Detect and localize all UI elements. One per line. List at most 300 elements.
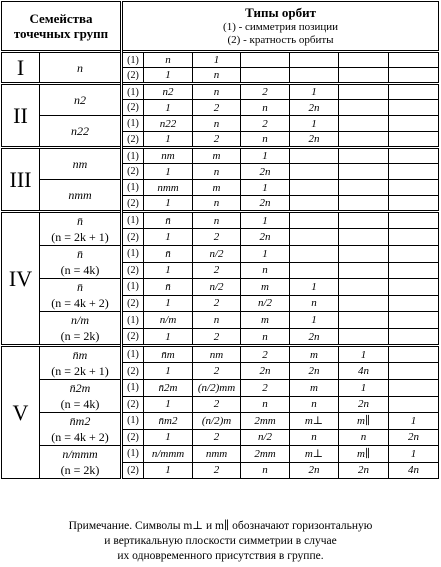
family-roman-numeral: II (2, 84, 40, 148)
orbit-value: nm (209, 348, 224, 361)
orbit-value: n (311, 431, 317, 444)
family-roman-numeral: IV (2, 212, 40, 346)
families-header-line1: Семейства (29, 11, 93, 26)
orbit-cell (339, 279, 389, 296)
orbit-value: n (311, 398, 317, 411)
orbit-value: 2n (308, 464, 320, 477)
orbit-cell (193, 212, 241, 229)
row-index: (1) (122, 446, 144, 463)
orbit-value: n (262, 133, 268, 145)
table-row (2, 52, 439, 68)
orbit-cell (290, 132, 339, 148)
orbit-value: n/2 (209, 247, 224, 260)
family-roman-numeral: V (2, 346, 40, 479)
footnote-line-1: Примечание. Символы m⊥ и m∥ обозначают горизонтальную (68, 520, 373, 532)
orbit-value: m∥ (357, 415, 371, 428)
orbit-cell (339, 462, 389, 479)
orbit-cell (339, 446, 389, 463)
orbit-cell (144, 429, 193, 446)
orbit-cell (193, 180, 241, 196)
orbit-value: nmm (205, 447, 228, 460)
orbit-cell (241, 329, 290, 346)
orbit-value: 2 (213, 464, 220, 477)
row-index: (2) (122, 100, 144, 116)
orbit-cell (339, 180, 389, 196)
orbit-cell (241, 100, 290, 116)
orbit-cell (339, 116, 389, 132)
orbit-value: 4n (408, 464, 420, 477)
row-index: (1) (122, 413, 144, 430)
orbit-value: 1 (165, 197, 171, 209)
orbit-cell (290, 363, 339, 380)
table-row (2, 413, 439, 430)
orbit-cell (193, 329, 241, 346)
row-index: (2) (122, 295, 144, 312)
orbit-cell (193, 413, 241, 430)
row-index: (1) (122, 148, 144, 164)
point-group-orbits-table (1, 1, 439, 479)
orbit-value: 2n (259, 365, 271, 377)
orbit-cell (193, 429, 241, 446)
table-row (2, 84, 439, 100)
orbit-cell (241, 164, 290, 180)
orbit-cell (389, 380, 439, 397)
orbit-cell (290, 380, 339, 397)
orbit-value: nmm (157, 181, 179, 194)
subfamily-symbol: n/m (71, 313, 89, 327)
subfamily-symbol: n̄ (77, 280, 83, 294)
orbit-cell (389, 312, 439, 329)
orbit-value: 1 (262, 214, 268, 227)
family-roman-numeral: I (2, 52, 40, 84)
orbit-cell (144, 132, 193, 148)
orbit-cell (144, 180, 193, 196)
orbit-cell (389, 116, 439, 132)
row-index: (1) (122, 279, 144, 296)
orbit-value: 1 (213, 54, 220, 66)
subfamily-condition: (n = 2k + 1) (51, 364, 109, 378)
orbit-cell (193, 229, 241, 246)
orbit-cell (241, 363, 290, 380)
subfamily-label (40, 180, 122, 212)
orbit-value: n/mmm (151, 447, 185, 460)
orbit-cell (193, 312, 241, 329)
orbit-cell (144, 262, 193, 279)
orbit-cell (389, 396, 439, 413)
orbit-value: 2 (262, 348, 268, 361)
orbit-cell (290, 116, 339, 132)
orbit-cell (241, 212, 290, 229)
orbit-value: 1 (165, 165, 171, 178)
orbit-cell (144, 346, 193, 363)
table-row (2, 446, 439, 463)
orbit-value: 1 (165, 398, 171, 411)
subfamily-label (40, 116, 122, 148)
orbit-cell (339, 52, 389, 68)
footnote (0, 519, 441, 564)
table-row (2, 380, 439, 397)
footnote-line-2: и вертикальную плоскости симметрии в случае (104, 535, 337, 547)
row-index: (2) (122, 396, 144, 413)
orbit-cell (389, 329, 439, 346)
orbit-cell (144, 396, 193, 413)
subfamily-condition: (n = 2k) (60, 329, 100, 343)
orbit-value: n (213, 165, 220, 178)
orbit-cell (290, 462, 339, 479)
subfamily-condition: (n = 2k + 1) (51, 230, 109, 244)
orbit-value: 1 (311, 280, 317, 293)
orbit-cell (339, 148, 389, 164)
orbit-value: 1 (311, 117, 317, 130)
row-index: (1) (122, 212, 144, 229)
orbit-cell (389, 52, 439, 68)
orbit-value: 1 (360, 348, 367, 361)
orbits-header (122, 2, 439, 52)
orbit-cell (290, 262, 339, 279)
orbit-cell (241, 413, 290, 430)
orbit-cell (193, 84, 241, 100)
table-row (2, 312, 439, 329)
orbit-cell (241, 380, 290, 397)
orbit-cell (241, 279, 290, 296)
table-row (2, 246, 439, 263)
orbit-cell (389, 100, 439, 116)
orbit-value: 2 (262, 117, 268, 130)
orbit-value: n22 (159, 117, 177, 130)
row-index: (1) (122, 52, 144, 68)
orbit-value: 2 (213, 431, 220, 444)
orbit-cell (290, 329, 339, 346)
orbit-cell (241, 346, 290, 363)
row-index: (2) (122, 132, 144, 148)
subfamily-symbol: n/mmm (62, 447, 98, 461)
subfamily-label (40, 84, 122, 116)
subfamily-symbol: nm (72, 157, 88, 171)
row-index: (2) (122, 229, 144, 246)
orbit-cell (144, 246, 193, 263)
orbit-value: 2n (259, 165, 271, 178)
orbit-cell (144, 279, 193, 296)
orbit-cell (193, 116, 241, 132)
orbit-cell (290, 413, 339, 430)
orbit-value: n/2 (209, 280, 224, 293)
orbit-cell (290, 429, 339, 446)
orbit-value: 2n (308, 133, 320, 145)
orbit-value: n2 (162, 86, 174, 98)
orbit-cell (339, 346, 389, 363)
orbit-cell (290, 446, 339, 463)
orbit-cell (389, 346, 439, 363)
orbit-value: m (261, 314, 269, 326)
row-index: (2) (122, 68, 144, 84)
orbit-cell (339, 262, 389, 279)
row-index: (2) (122, 329, 144, 346)
orbit-cell (193, 262, 241, 279)
orbit-cell (339, 229, 389, 246)
orbit-value: 2n (308, 365, 320, 377)
orbit-cell (339, 212, 389, 229)
orbit-cell (290, 295, 339, 312)
orbit-value: 1 (262, 150, 268, 162)
orbit-cell (193, 148, 241, 164)
orbit-value: 1 (165, 133, 171, 145)
orbit-value: n (262, 264, 268, 277)
row-index: (2) (122, 196, 144, 212)
orbit-value: 1 (262, 247, 268, 260)
orbit-value: 2mm (254, 414, 276, 427)
subfamily-label (40, 380, 122, 413)
orbit-value: n (262, 464, 268, 477)
orbit-value: (n/2)m (201, 414, 232, 427)
orbit-cell (193, 196, 241, 212)
orbit-cell (241, 396, 290, 413)
orbit-value: 2 (262, 86, 268, 98)
orbit-cell (339, 84, 389, 100)
orbit-cell (339, 196, 389, 212)
orbit-cell (290, 148, 339, 164)
orbit-cell (144, 100, 193, 116)
orbit-cell (389, 295, 439, 312)
orbit-value: n̄2m (158, 381, 178, 394)
orbit-cell (241, 262, 290, 279)
orbit-cell (290, 279, 339, 296)
orbit-cell (193, 363, 241, 380)
orbit-value: 2n (308, 330, 320, 343)
families-header (2, 2, 122, 52)
orbit-cell (339, 413, 389, 430)
orbit-value: n (311, 297, 317, 310)
row-index: (1) (122, 246, 144, 263)
orbit-cell (389, 132, 439, 148)
orbit-cell (290, 68, 339, 84)
orbit-value: n (262, 398, 268, 411)
orbit-value: 1 (165, 101, 171, 114)
orbit-cell (290, 312, 339, 329)
orbit-value: nm (161, 150, 175, 162)
row-index: (1) (122, 380, 144, 397)
orbit-value: 1 (262, 181, 268, 194)
orbit-value: m∥ (357, 448, 371, 461)
orbit-value: 2 (262, 381, 268, 394)
orbit-cell (339, 429, 389, 446)
subfamily-condition: (n = 2k) (60, 463, 100, 477)
orbit-cell (144, 462, 193, 479)
orbit-cell (241, 132, 290, 148)
orbit-cell (389, 229, 439, 246)
orbit-value: 2 (213, 398, 220, 411)
orbit-value: n/2 (257, 431, 273, 444)
orbit-cell (389, 212, 439, 229)
orbit-value: 2n (308, 101, 320, 114)
orbit-value: 1 (165, 330, 171, 343)
row-index: (1) (122, 346, 144, 363)
orbit-cell (389, 148, 439, 164)
orbit-value: 2n (408, 431, 420, 444)
subfamily-symbol: n2 (74, 93, 86, 107)
subfamily-condition: (n = 4k + 2) (51, 430, 109, 444)
orbit-cell (339, 329, 389, 346)
orbit-value: 1 (311, 86, 317, 98)
orbit-value: n (213, 214, 220, 227)
orbit-value: 2 (213, 101, 220, 114)
orbit-cell (144, 295, 193, 312)
orbit-cell (241, 462, 290, 479)
orbit-value: n (213, 117, 220, 130)
orbit-cell (144, 446, 193, 463)
orbit-cell (193, 100, 241, 116)
orbit-cell (241, 52, 290, 68)
subfamily-condition: (n = 4k) (60, 397, 100, 411)
subfamily-label (40, 212, 122, 246)
orbit-cell (241, 429, 290, 446)
subfamily-symbol: n̄m (72, 348, 88, 362)
row-index: (2) (122, 262, 144, 279)
orbit-cell (290, 180, 339, 196)
orbit-cell (241, 180, 290, 196)
orbit-cell (339, 312, 389, 329)
orbit-value: n̄ (165, 214, 171, 227)
orbit-cell (144, 212, 193, 229)
table-row (2, 346, 439, 363)
orbit-cell (193, 279, 241, 296)
orbit-value: m (212, 150, 221, 162)
orbit-cell (193, 446, 241, 463)
orbit-cell (241, 295, 290, 312)
orbit-cell (144, 312, 193, 329)
orbit-cell (241, 312, 290, 329)
families-header-line2: точечных групп (13, 26, 109, 41)
orbit-value: 1 (410, 447, 417, 460)
orbit-cell (144, 329, 193, 346)
orbit-value: m⊥ (304, 415, 324, 428)
subfamily-label (40, 52, 122, 84)
orbit-cell (193, 462, 241, 479)
orbit-cell (389, 196, 439, 212)
subfamily-symbol: n̄m2 (69, 414, 91, 428)
orbit-value: n̄ (165, 247, 171, 260)
orbit-cell (193, 246, 241, 263)
orbit-value: m (310, 381, 318, 394)
orbit-value: 2n (358, 398, 370, 411)
orbit-cell (339, 246, 389, 263)
orbit-value: m⊥ (304, 448, 324, 461)
orbit-cell (241, 84, 290, 100)
orbit-cell (144, 164, 193, 180)
orbit-cell (241, 246, 290, 263)
orbit-cell (389, 429, 439, 446)
orbit-value: n (360, 431, 367, 444)
orbit-cell (144, 229, 193, 246)
orbit-value: 1 (311, 314, 317, 326)
orbit-value: 1 (165, 431, 171, 444)
subfamily-label (40, 346, 122, 380)
orbit-cell (290, 212, 339, 229)
orbit-value: 1 (165, 264, 171, 277)
orbit-value: 2 (213, 133, 220, 145)
orbit-cell (290, 229, 339, 246)
orbit-value: 2 (213, 297, 220, 310)
orbit-cell (290, 100, 339, 116)
subfamily-condition: (n = 4k + 2) (51, 296, 109, 310)
subfamily-label (40, 413, 122, 446)
orbit-cell (144, 68, 193, 84)
orbit-cell (389, 84, 439, 100)
orbit-value: 1 (410, 414, 417, 427)
orbit-value: n (213, 86, 220, 98)
orbit-cell (389, 262, 439, 279)
orbit-cell (193, 396, 241, 413)
orbit-value: 2n (259, 231, 271, 243)
orbit-cell (144, 148, 193, 164)
orbit-cell (193, 295, 241, 312)
orbit-value: n̄m (161, 348, 175, 361)
orbit-value: 2n (259, 197, 271, 209)
row-index: (1) (122, 180, 144, 196)
orbit-cell (144, 116, 193, 132)
orbit-value: 2mm (254, 447, 276, 460)
orbit-value: 2 (213, 330, 220, 343)
subfamily-symbol: n̄ (77, 247, 83, 261)
orbit-cell (339, 164, 389, 180)
orbit-value: m (261, 280, 269, 293)
orbits-title: Типы орбит (245, 4, 316, 20)
orbit-cell (290, 196, 339, 212)
orbit-value: 2 (213, 365, 220, 377)
orbit-cell (339, 132, 389, 148)
orbit-cell (389, 462, 439, 479)
orbit-value: n (213, 197, 220, 209)
orbit-value: 1 (165, 231, 171, 243)
orbit-cell (144, 52, 193, 68)
subfamily-condition: (n = 4k) (60, 263, 100, 277)
orbit-cell (241, 446, 290, 463)
orbit-cell (389, 164, 439, 180)
table-row (2, 116, 439, 132)
orbit-cell (193, 68, 241, 84)
orbit-cell (290, 246, 339, 263)
subfamily-label (40, 312, 122, 346)
orbit-cell (241, 148, 290, 164)
table-row (2, 212, 439, 229)
orbit-cell (290, 84, 339, 100)
orbits-note-1: (1) - симметрия позиции (223, 20, 339, 33)
orbit-cell (241, 68, 290, 84)
orbit-value: 1 (165, 464, 171, 477)
orbit-value: n̄ (165, 280, 171, 293)
orbit-cell (144, 84, 193, 100)
orbit-cell (193, 164, 241, 180)
orbit-cell (339, 396, 389, 413)
orbit-value: 4n (358, 365, 370, 377)
orbit-cell (339, 380, 389, 397)
subfamily-label (40, 279, 122, 312)
row-index: (2) (122, 363, 144, 380)
family-roman-numeral: III (2, 148, 40, 212)
subfamily-symbol: n̄2m (69, 381, 91, 395)
orbit-value: n/m (159, 314, 177, 326)
table-body (2, 52, 439, 479)
subfamily-symbol: n (77, 60, 83, 75)
orbit-cell (193, 52, 241, 68)
orbits-note-2: (2) - кратность орбиты (227, 33, 334, 46)
orbit-cell (193, 132, 241, 148)
table-row (2, 279, 439, 296)
subfamily-symbol: n̄ (77, 214, 83, 228)
subfamily-label (40, 446, 122, 479)
orbit-value: n̄m2 (158, 414, 178, 427)
orbit-cell (241, 196, 290, 212)
orbit-cell (290, 346, 339, 363)
